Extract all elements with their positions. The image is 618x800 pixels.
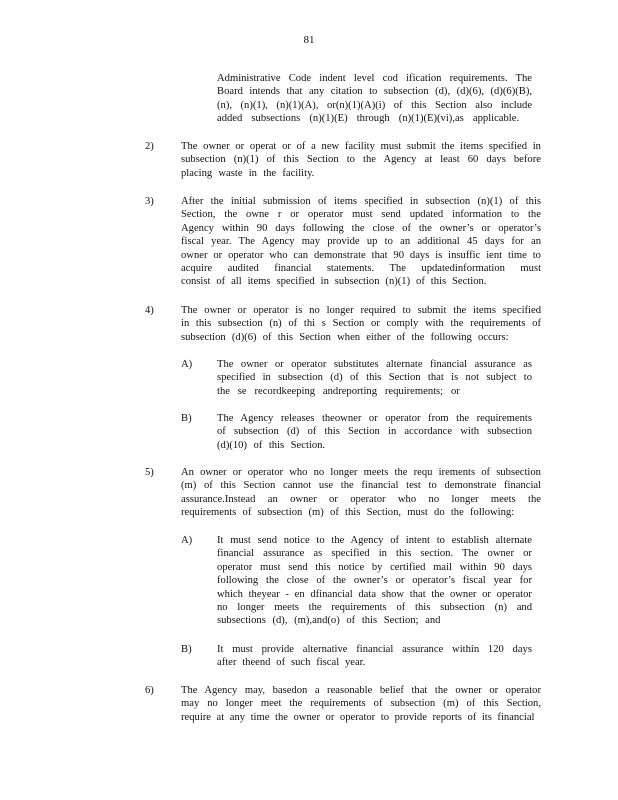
text-line: subsection (d)(6) of this Section when either of the following occurs: (181, 331, 509, 343)
text-line: Section, the owne r or operator must send updated information to the (181, 209, 541, 221)
text-line: specified in subsection (d) of this Section that is not subject to (217, 372, 533, 384)
text-line: in this subsection (n) of thi s Section or comply with the requirements of (181, 318, 541, 330)
text-line: consist of all items specified in subsection (n)(1) of this Section. (181, 276, 487, 288)
text-line: of subsection (d) of this Section in accordance with subsection (217, 426, 533, 438)
text-line: (d)(10) of this Section. (217, 439, 326, 451)
text-line: fiscal year. The Agency may provide up to an additional 45 days for an (181, 236, 542, 248)
text-line: owner or operator who can demonstrate that 90 days is insuffic ient time to (181, 249, 541, 261)
text-line: After the initial submission of items specified in subsection (n)(1) of this (181, 196, 542, 207)
text-line: Agency within 90 days following the close of the owner’s or operator’s (181, 222, 541, 234)
item-label: 5) (145, 467, 154, 478)
text-line: The Agency releases theowner or operator from the requirements (217, 413, 532, 424)
text-line: subsections (d), (m),and(o) of this Section; and (217, 615, 441, 627)
text-line: following the close of the owner’s or operator’s fiscal year for (217, 575, 532, 587)
text-line: which theyear - en dfinancial data show that the owner or operator (217, 588, 532, 600)
text-line: acquire audited financial statements. The updatedinformation must (181, 263, 542, 275)
text-line: after theend of such fiscal year. (217, 657, 366, 669)
item-label: 2) (145, 141, 154, 152)
text-line: (n), (n)(1), (n)(1)(A), or(n)(1)(A)(i) of this Section also include (217, 99, 533, 111)
text-line: An owner or operator who no longer meets the requ irements of subsection (181, 467, 541, 478)
subitem-label: A) (181, 535, 193, 546)
text-line: The owner or operator is no longer required to submit the items specified (181, 305, 541, 316)
page-number: 81 (303, 34, 315, 46)
subitem-label: A) (181, 359, 193, 370)
text-line: no longer meets the requirements of this subsection (n) and (217, 602, 533, 614)
text-line: (m) of this Section cannot use the financial test to demonstrate financial (181, 480, 542, 492)
text-line: operator must send this notice by certified mail within 90 days (217, 561, 532, 573)
text-line: may no longer meet the requirements of subsection (m) of this Section, (181, 698, 541, 710)
text-line: require at any time the owner or operator to provide reports of its financial (181, 711, 535, 723)
text-line: subsection (n)(1) of this Section to the Agency at least 60 days before (181, 154, 541, 166)
text-line: Board intends that any citation to subsection (d), (d)(6), (d)(6)(B), (217, 86, 532, 98)
text-line: Administrative Code indent level cod ification requirements. The (217, 73, 532, 84)
text-line: placing waste in the facility. (181, 167, 315, 179)
text-line: The owner or operat or of a new facility must submit the items specified in (181, 141, 541, 152)
text-line: financial assurance as specified in this section. The owner or (217, 548, 532, 560)
text-line: the se recordkeeping andreporting requirements; or (217, 385, 460, 397)
text-line: The Agency may, basedon a reasonable belief that the owner or operator (181, 685, 541, 696)
text-line: It must send notice to the Agency of intent to establish alternate (217, 535, 532, 546)
text-line: The owner or operator substitutes alternate financial assurance as (217, 359, 532, 370)
text-line: added subsections (n)(1)(E) through (n)(1)(E)(vi),as applicable. (217, 113, 520, 125)
text-line: assurance.Instead an owner or operator who no longer meets the (181, 493, 541, 505)
text-line: It must provide alternative financial assurance within 120 days (217, 644, 532, 655)
item-label: 4) (145, 305, 154, 316)
item-label: 3) (145, 196, 154, 207)
text-line: requirements of subsection (m) of this Section, must do the following: (181, 507, 515, 519)
subitem-label: B) (181, 644, 192, 655)
item-label: 6) (145, 685, 154, 696)
subitem-label: B) (181, 413, 192, 424)
